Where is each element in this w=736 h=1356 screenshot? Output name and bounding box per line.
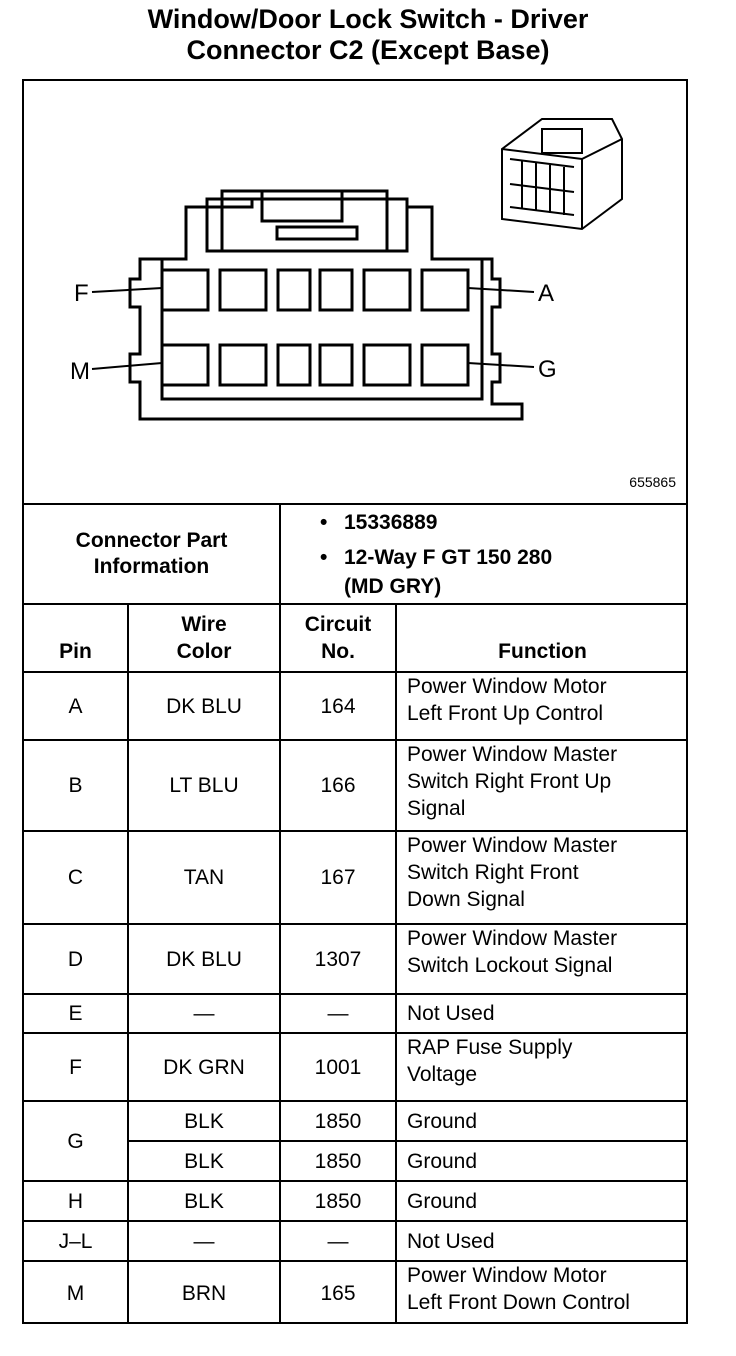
table-cell-function: Power Window Master Switch Right Front Down Signal	[407, 834, 618, 911]
table-cell-circuit: 167	[320, 866, 356, 889]
connector-color: (MD GRY)	[344, 575, 442, 598]
table-cell-wire: DK BLU	[166, 947, 242, 971]
table-cell-wire: DK GRN	[163, 1055, 245, 1079]
connector-info-label-line2: Information	[93, 555, 210, 578]
table-cell-function: Power Window Motor Left Front Up Control	[407, 675, 607, 725]
table-cell-wire: BRN	[181, 1281, 227, 1305]
table-cell-function: Power Window Master Switch Lockout Signal	[407, 927, 618, 977]
table-cell-pin: H	[67, 1189, 84, 1213]
table-cell-circuit: 166	[320, 774, 356, 797]
table-cell-wire: BLK	[184, 1109, 224, 1133]
header-circuit-no: Circuit No.	[304, 613, 372, 663]
page-title-line2: Connector C2 (Except Base)	[186, 35, 550, 65]
connector-info-label-line1: Connector Part	[75, 529, 228, 552]
pin-label-f: F	[74, 280, 89, 307]
table-cell-function: RAP Fuse Supply Voltage	[407, 1036, 573, 1086]
table-cell-wire: BLK	[184, 1149, 224, 1173]
table-cell-pin: A	[68, 694, 83, 718]
connector-info-list	[320, 508, 552, 601]
bullet: •	[320, 511, 328, 534]
table-cell-circuit: 165	[320, 1281, 356, 1305]
table-cell-wire: TAN	[183, 866, 225, 889]
bottom-cavity-row	[162, 345, 468, 385]
table-cell-function: Power Window Master Switch Right Front Up Signal	[407, 743, 618, 820]
table-cell-pin: C	[67, 866, 84, 889]
table-cell-wire: —	[193, 1002, 215, 1025]
table-cell-pin: F	[69, 1055, 82, 1079]
figure-number: 655865	[629, 474, 676, 490]
connector-diagram	[22, 79, 688, 504]
part-number: 15336889	[344, 511, 438, 534]
bullet: •	[320, 546, 328, 569]
page-title-line1: Window/Door Lock Switch - Driver	[147, 4, 589, 34]
connector-isometric-view	[502, 119, 622, 229]
table-cell-function: Not Used	[407, 1229, 495, 1253]
top-cavity-row	[162, 270, 468, 310]
table-cell-pin: G	[67, 1129, 84, 1153]
table-cell-function: Ground	[407, 1189, 478, 1213]
header-wire-color: Wire Color	[176, 613, 232, 663]
table-cell-wire: —	[193, 1229, 215, 1253]
table-cell-wire: BLK	[184, 1189, 224, 1213]
header-pin: Pin	[59, 639, 92, 663]
table-cell-circuit: 1850	[314, 1109, 362, 1133]
table-cell-wire: DK BLU	[166, 694, 242, 718]
table-cell-circuit: 1850	[314, 1149, 362, 1173]
table-cell-wire: LT BLU	[169, 774, 239, 797]
connector-drawing	[22, 79, 688, 504]
pin-label-m: M	[70, 358, 90, 385]
table-cell-circuit: —	[327, 1229, 349, 1253]
table-cell-pin: J–L	[58, 1229, 93, 1253]
table-cell-circuit: 164	[320, 694, 356, 718]
table-cell-pin: D	[67, 947, 84, 971]
table-cell-circuit: —	[327, 1002, 349, 1025]
connector-info-label	[24, 505, 279, 603]
table-cell-pin: B	[68, 774, 83, 797]
divider	[279, 503, 281, 603]
table-cell-circuit: 1307	[314, 947, 362, 971]
table-cell-function: Not Used	[407, 1002, 495, 1025]
table-cell-function: Ground	[407, 1109, 478, 1133]
connector-type: 12-Way F GT 150 280	[344, 546, 553, 569]
table-cell-pin: E	[68, 1002, 83, 1025]
pin-label-a: A	[538, 280, 555, 307]
table-cell-circuit: 1850	[314, 1189, 362, 1213]
table-cell-function: Ground	[407, 1149, 478, 1173]
pin-label-g: G	[538, 356, 557, 383]
header-function: Function	[498, 639, 587, 663]
table-cell-circuit: 1001	[314, 1055, 362, 1079]
table-cell-pin: M	[66, 1281, 85, 1305]
table-cell-function: Power Window Motor Left Front Down Control	[407, 1264, 630, 1314]
